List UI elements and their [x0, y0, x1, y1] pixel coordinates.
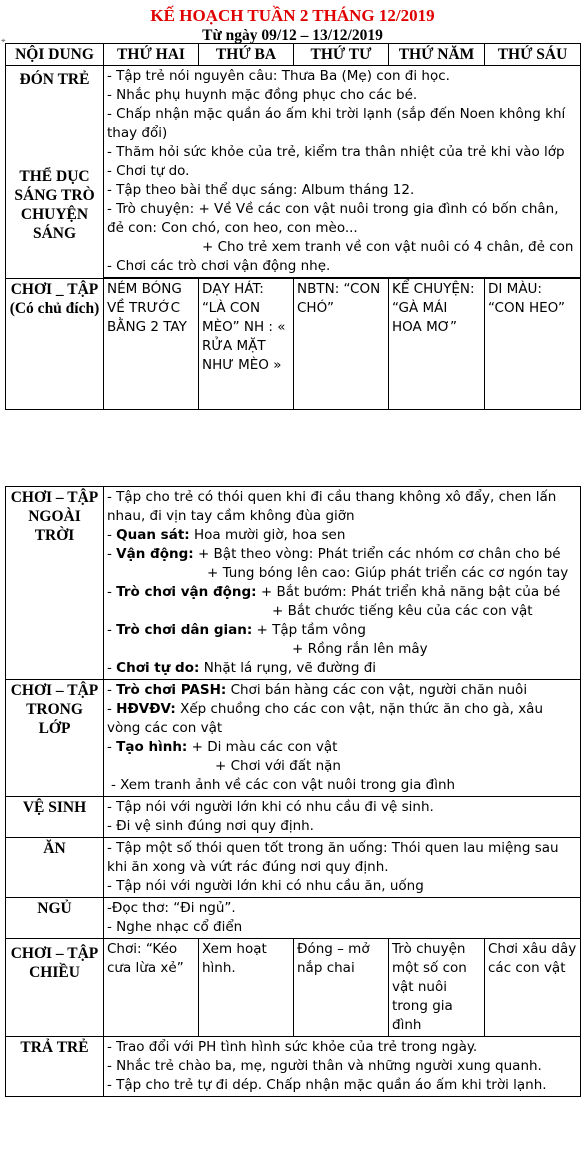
row-label-chieu: CHƠI – TẬP CHIỀU — [6, 939, 104, 1037]
tcvd-label: Trò chơi vận động: — [116, 584, 257, 600]
ngoai-troi-tcdg-2: + Rồng rắn lên mây — [292, 641, 428, 657]
trong-lop-pash: - Trò chơi PASH: Chơi bán hàng các con vật, người chăn nuôi — [107, 682, 528, 698]
don-tre-line-1: - Tập trẻ nói nguyên câu: Thưa Ba (Mẹ) con đi học. — [107, 68, 450, 84]
ve-sinh-line-2: - Đi vệ sinh đúng nơi quy định. — [107, 818, 314, 834]
table-row-don-tre — [6, 66, 581, 278]
ngoai-troi-tcvd: - Trò chơi vận động: + Bắt bướm: Phát triển khả năng bật của bé — [107, 584, 561, 600]
row-label-choi-tap: CHƠI _ TẬP (Có chủ đích) — [6, 279, 104, 410]
document-subtitle: Từ ngày 09/12 – 13/12/2019 — [202, 27, 383, 44]
ngoai-troi-van-dong: - Vận động: + Bật theo vòng: Phát triển các nhóm cơ chân cho bé — [107, 546, 561, 562]
van-dong-text: + Bật theo vòng: Phát triển các nhóm cơ chân cho bé — [193, 546, 561, 562]
header-day-thursday: THỨ NĂM — [389, 44, 485, 66]
tra-tre-line-3: - Tập cho trẻ tự đi dép. Chấp nhận mặc quần áo ấm khi trời lạnh. — [107, 1077, 547, 1093]
don-tre-line-3: - Chấp nhận mặc quần áo ấm khi trời lạnh (sắp đến Noen không khí thay đổi) — [107, 106, 566, 141]
table-row-choi-tap — [6, 279, 581, 410]
ngu-line-2: - Nghe nhạc cổ điển — [107, 919, 243, 935]
table-move-handle-icon[interactable]: ⌖ — [1, 36, 6, 45]
cell-tra-tre — [104, 1037, 581, 1097]
ctd-text: Nhặt lá rụng, vẽ đường đi — [199, 660, 377, 676]
ngoai-troi-van-dong-2: + Tung bóng lên cao: Giúp phát triển các cơ ngón tay — [207, 565, 569, 581]
hdvdv-label: HĐVĐV: — [116, 701, 176, 717]
cell-ngoai-troi — [104, 487, 581, 680]
quan-sat-label: Quan sát: — [116, 527, 190, 543]
cell-ve-sinh — [104, 797, 581, 838]
weekly-plan-table-top — [5, 43, 581, 410]
cell-an — [104, 838, 581, 898]
ngoai-troi-quan-sat: - Quan sát: Hoa mười giờ, hoa sen — [107, 527, 346, 543]
an-line-1: - Tập một số thói quen tốt trong ăn uống: Thói quen lau miệng sau khi ăn xong và vứt rác đúng nơi quy định. — [107, 840, 559, 875]
tao-hinh-text: + Di màu các con vật — [187, 739, 338, 755]
chieu-friday: Chơi xâu dây các con vật — [485, 939, 581, 1037]
ctd-label: Chơi tự do: — [116, 660, 200, 676]
row-label-an: ĂN — [6, 838, 104, 898]
tcvd-text: + Bắt bướm: Phát triển khả năng bật của bé — [256, 584, 561, 600]
cell-don-tre — [104, 66, 581, 278]
label-the-duc: THỂ DỤC SÁNG TRÒ CHUYỆN SÁNG — [14, 168, 95, 242]
tra-tre-line-2: - Nhắc trẻ chào ba, mẹ, người thân và những người xung quanh. — [107, 1058, 542, 1074]
table-row-tra-tre — [6, 1037, 581, 1097]
choi-tap-monday: NÉM BÓNG VỀ TRƯỚC BẰNG 2 TAY — [104, 279, 199, 410]
tcdg-label: Trò chơi dân gian: — [116, 622, 253, 638]
pash-label: Trò chơi PASH: — [116, 682, 227, 698]
hdvdv-text: Xếp chuồng cho các con vật, nặn thức ăn cho gà, xâu vòng các con vật — [107, 701, 544, 736]
table-row-chieu — [6, 939, 581, 1037]
pash-text: Chơi bán hàng các con vật, người chăn nuôi — [226, 682, 528, 698]
the-duc-line-4: + Cho trẻ xem tranh về con vật nuôi có 4 chân, đẻ con — [202, 239, 574, 255]
tra-tre-line-1: - Trao đổi với PH tình hình sức khỏe của trẻ trong ngày. — [107, 1039, 478, 1055]
chieu-wednesday: Đóng – mở nắp chai — [294, 939, 389, 1037]
ve-sinh-line-1: - Tập nói với người lớn khi có nhu cầu đi vệ sinh. — [107, 799, 434, 815]
row-label-trong-lop: CHƠI – TẬP TRONG LỚP — [6, 680, 104, 797]
chieu-tuesday: Xem hoạt hình. — [199, 939, 294, 1037]
choi-tap-friday: DI MÀU: “CON HEO” — [485, 279, 581, 410]
row-label-ngoai-troi: CHƠI – TẬP NGOÀI TRỜI — [6, 487, 104, 680]
trong-lop-xem-tranh: - Xem tranh ảnh về các con vật nuôi trong gia đình — [111, 777, 456, 793]
trong-lop-tao-hinh-2: + Chơi với đất nặn — [215, 758, 341, 774]
header-day-monday: THỨ HAI — [104, 44, 199, 66]
header-day-friday: THỨ SÁU — [485, 44, 581, 66]
label-don-tre: ĐÓN TRẺ — [19, 71, 90, 88]
table-row-ve-sinh — [6, 797, 581, 838]
header-day-wednesday: THỨ TƯ — [294, 44, 389, 66]
table-header-row — [6, 44, 581, 66]
choi-tap-thursday: KỂ CHUYỆN: “GÀ MÁI HOA MƠ” — [389, 279, 485, 410]
quan-sat-text: Hoa mười giờ, hoa sen — [189, 527, 346, 543]
cell-ngu — [104, 898, 581, 939]
trong-lop-hdvdv: - HĐVĐV: Xếp chuồng cho các con vật, nặn thức ăn cho gà, xâu vòng các con vật — [107, 701, 544, 736]
choi-tap-wednesday: NBTN: “CON CHÓ” — [294, 279, 389, 410]
row-label-don-tre-the-duc — [6, 66, 104, 279]
table-row-ngu — [6, 898, 581, 939]
cell-trong-lop — [104, 680, 581, 797]
chieu-thursday: Trò chuyện một số con vật nuôi trong gia đình — [389, 939, 485, 1037]
an-line-2: - Tập nói với người lớn khi có nhu cầu ăn, uống — [107, 878, 424, 894]
weekly-plan-table-bottom — [5, 486, 581, 1097]
van-dong-label: Vận động: — [116, 546, 194, 562]
don-tre-line-2: - Nhắc phụ huynh mặc đồng phục cho các bé. — [107, 87, 418, 103]
row-label-ngu: NGỦ — [6, 898, 104, 939]
choi-tap-tuesday: DẠY HÁT: “LÀ CON MÈO” NH : « RỬA MẶT NHƯ MÈO » — [199, 279, 294, 410]
header-content-label: NỘI DUNG — [6, 44, 104, 66]
don-tre-line-4: - Thăm hỏi sức khỏe của trẻ, kiểm tra thân nhiệt của trẻ khi vào lớp — [107, 144, 565, 160]
chieu-monday: Chơi: “Kéo cưa lừa xẻ” — [104, 939, 199, 1037]
table-row-an — [6, 838, 581, 898]
the-duc-line-3: - Trò chuyện: + Về Về các con vật nuôi trong gia đình có bốn chân, đẻ con: Con chó, con heo, con mèo... — [107, 201, 559, 236]
the-duc-line-2: - Tập theo bài thể dục sáng: Album tháng 12. — [107, 182, 415, 198]
document-title: KẾ HOẠCH TUẦN 2 THÁNG 12/2019 — [150, 6, 435, 25]
ngoai-troi-tcdg: - Trò chơi dân gian: + Tập tầm vông — [107, 622, 366, 638]
the-duc-line-1: - Chơi tự do. — [107, 163, 190, 179]
ngoai-troi-ctd: - Chơi tự do: Nhặt lá rụng, vẽ đường đi — [107, 660, 377, 676]
row-label-tra-tre: TRẢ TRẺ — [6, 1037, 104, 1097]
table-row-ngoai-troi — [6, 487, 581, 680]
ngu-line-1: -Đọc thơ: “Đi ngủ”. — [107, 900, 236, 916]
tcdg-text: + Tập tầm vông — [252, 622, 366, 638]
row-label-ve-sinh: VỆ SINH — [6, 797, 104, 838]
ngoai-troi-line-1: - Tập cho trẻ có thói quen khi đi cầu thang không xô đẩy, chen lấn nhau, đi vịn tay cầm không đùa giỡn — [107, 489, 557, 524]
trong-lop-tao-hinh: - Tạo hình: + Di màu các con vật — [107, 739, 338, 755]
ngoai-troi-tcvd-2: + Bắt chước tiếng kêu của các con vật — [272, 603, 533, 619]
the-duc-line-5: - Chơi các trò chơi vận động nhẹ. — [107, 258, 331, 274]
header-day-tuesday: THỨ BA — [199, 44, 294, 66]
tao-hinh-label: Tạo hình: — [116, 739, 188, 755]
table-row-trong-lop — [6, 680, 581, 797]
